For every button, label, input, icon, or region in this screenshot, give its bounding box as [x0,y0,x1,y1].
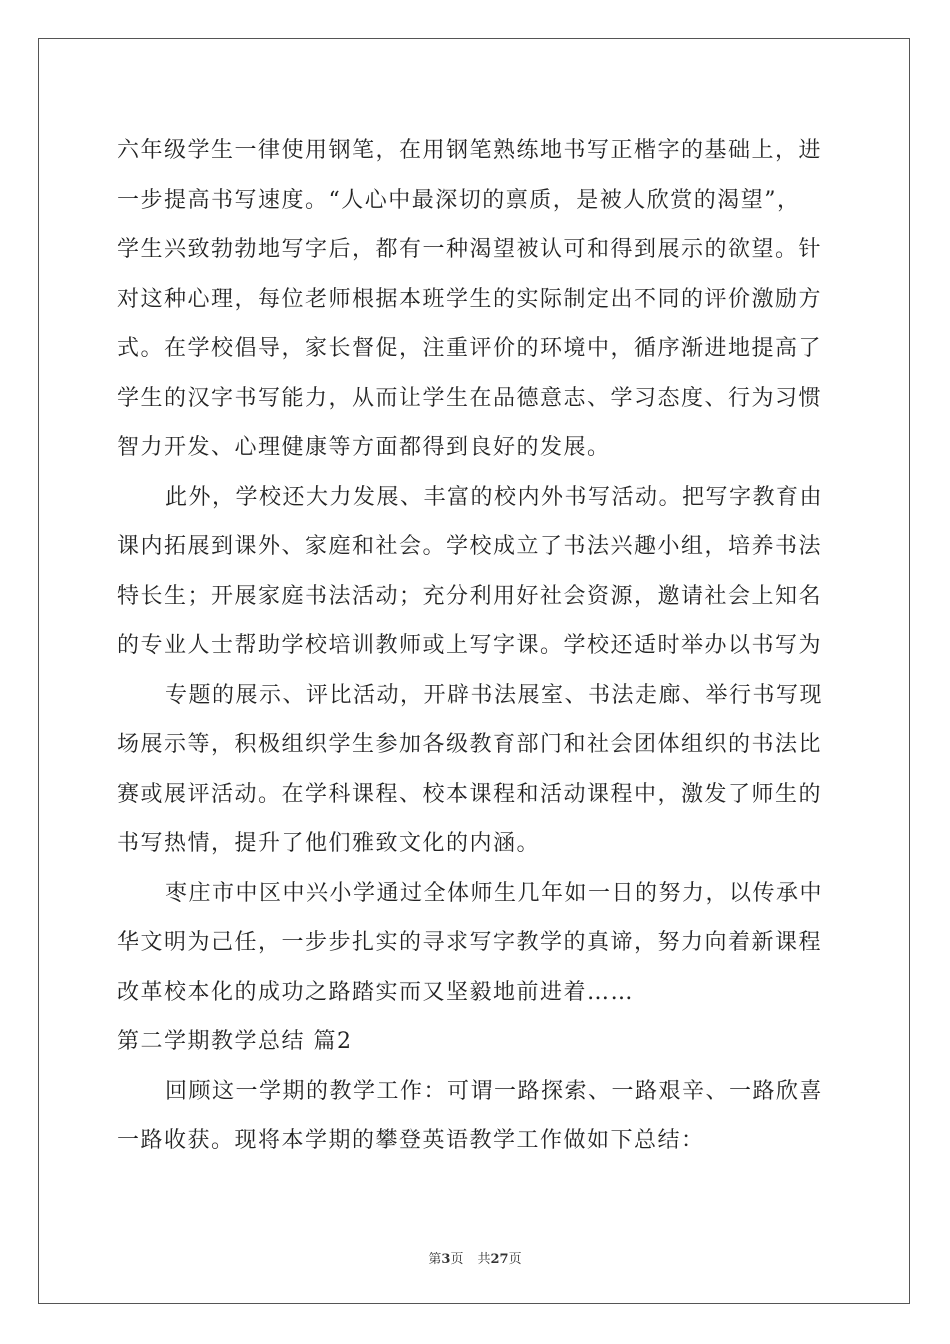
text-line: 式。在学校倡导，家长督促，注重评价的环境中，循序渐进地提高了 [117,336,823,361]
footer-page-suffix: 页 [450,1252,464,1267]
section-heading: 第二学期教学总结 篇2 [117,1029,353,1054]
footer-total-suffix: 页 [508,1252,522,1267]
page-footer [0,1248,950,1267]
paragraph-start-line: 枣庄市中区中兴小学通过全体师生几年如一日的努力，以传承中 [165,880,824,906]
text-line: 学生兴致勃勃地写字后，都有一种渴望被认可和得到展示的欲望。针 [117,237,823,262]
text-line: 课内拓展到课外、家庭和社会。学校成立了书法兴趣小组，培养书法 [117,534,823,559]
text-line: 改革校本化的成功之路踏实而又坚毅地前进着…… [117,979,635,1005]
document-body [117,126,833,1166]
text-line: 智力开发、心理健康等方面都得到良好的发展。 [117,435,611,460]
text-line: 对这种心理，每位老师根据本班学生的实际制定出不同的评价激励方 [117,286,823,312]
text-line: 的专业人士帮助学校培训教师或上写字课。学校还适时举办以书写为 [117,633,823,658]
text-line: 学生的汉字书写能力，从而让学生在品德意志、学习态度、行为习惯 [117,385,823,411]
footer-total-prefix: 共 [477,1252,491,1267]
text-line: 一路收获。现将本学期的攀登英语教学工作做如下总结： [117,1128,705,1153]
text-line: 特长生；开展家庭书法活动；充分利用好社会资源，邀请社会上知名 [117,583,823,609]
text-line: 华文明为己任，一步步扎实的寻求写字教学的真谛，努力向着新课程 [117,930,823,955]
total-page-number: 27 [490,1252,509,1267]
text-line: 六年级学生一律使用钢笔，在用钢笔熟练地书写正楷字的基础上，进 [117,138,823,163]
text-line: 一步提高书写速度。“人心中最深切的禀质，是被人欣赏的渴望”， [117,187,801,213]
footer-prefix: 第 [428,1252,442,1267]
paragraph-start-line: 专题的展示、评比活动，开辟书法展室、书法走廊、举行书写现 [165,682,824,708]
text-line: 书写热情，提升了他们雅致文化的内涵。 [117,831,541,856]
paragraph-start-line: 回顾这一学期的教学工作：可谓一路探索、一路艰辛、一路欣喜 [165,1078,824,1104]
text-line: 场展示等，积极组织学生参加各级教育部门和社会团体组织的书法比 [117,732,823,757]
paragraph-start-line: 此外，学校还大力发展、丰富的校内外书写活动。把写字教育由 [165,484,824,510]
text-line: 赛或展评活动。在学科课程、校本课程和活动课程中，激发了师生的 [117,781,823,807]
current-page-number: 3 [441,1252,451,1267]
